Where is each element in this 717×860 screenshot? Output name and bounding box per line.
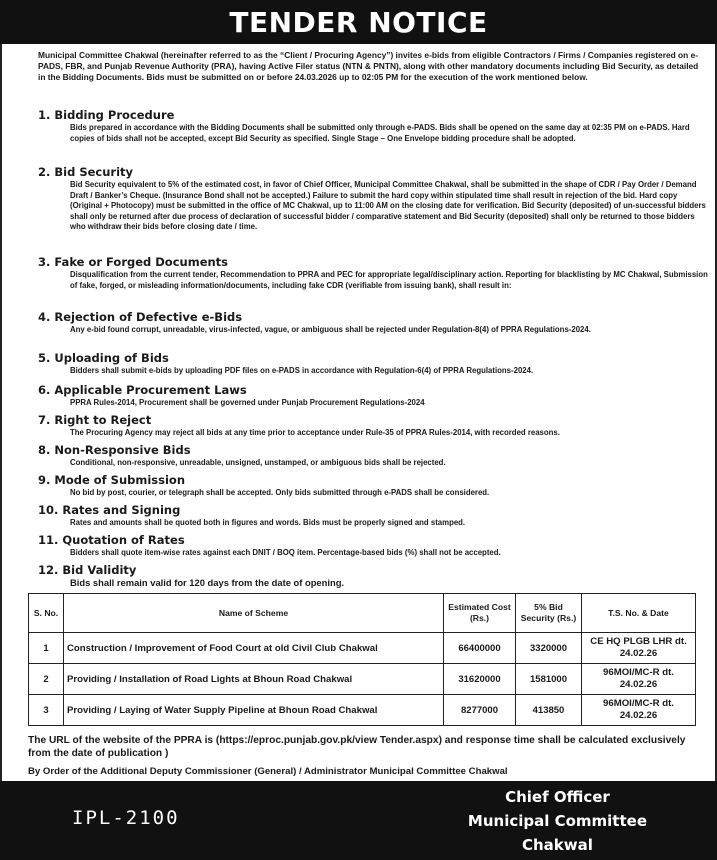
section-defective-ebids <box>38 310 708 336</box>
section-body: Bids prepared in accordance with the Bidding Documents shall be submitted only through e-PADS. Bids shall be opened on the same day at 02:35 PM on e-PADS. Hard copies of bids shall not be accepted, except Bid Security as specified. Single Stage – One Envelope bidding procedure shall be adopted. <box>70 123 690 143</box>
section-title: 4. Rejection of Defective e-Bids <box>38 310 243 324</box>
section-body: Disqualification from the current tender, Recommendation to PPRA and PEC for appropriate legal/disciplinary action. Reporting for blacklisting by MC Chakwal, Submission of fake, forged, or misleading information/documents, including fake CDR (verifiable from issuing bank), shall result in: <box>70 270 708 290</box>
section-title: 12. Bid Validity <box>38 563 137 577</box>
section-fake-documents <box>38 255 708 291</box>
signature-office: Municipal Committee <box>467 812 647 830</box>
section-title: 9. Mode of Submission <box>38 473 186 487</box>
section-body: The Procuring Agency may reject all bids at any time prior to acceptance under Rule-35 of PPRA Rules-2014, with recorded reasons. <box>70 428 560 437</box>
intro-paragraph: Municipal Committee Chakwal (hereinafter referred to as the “Client / Procuring Agency”) invites e-bids from eligible Contractors / Firms / Companies registered on e-PADS, FBR, and Punjab Revenue Authority (PRA), having Active Filer status (NTN & PNTN), along with other mandatory documents including Bid Security, as detailed in the Bidding Documents. Bids must be submitted on or before 24.03.2026 up to 02:05 PM for the execution of the work mentioned below. <box>38 50 699 82</box>
section-title: 2. Bid Security <box>38 165 134 179</box>
cell-cost: 66400000 <box>444 633 516 664</box>
section-bid-validity <box>38 563 708 589</box>
table-header-row <box>29 594 696 633</box>
header-estimated-cost: Estimated Cost (Rs.) <box>444 594 516 633</box>
section-title: 8. Non-Responsive Bids <box>38 443 191 457</box>
section-body: Bidders shall submit e-bids by uploading PDF files on e-PADS in accordance with Regulation-6(4) of PPRA Regulations-2024. <box>70 366 534 375</box>
cell-cost: 8277000 <box>444 695 516 726</box>
signature-block <box>468 785 647 857</box>
header-bid-security: 5% Bid Security (Rs.) <box>516 594 582 633</box>
cell-sno: 1 <box>29 633 64 664</box>
section-body: Bids shall remain valid for 120 days from the date of opening. <box>70 577 345 588</box>
section-title: 5. Uploading of Bids <box>38 351 169 365</box>
section-body: Rates and amounts shall be quoted both in figures and words. Bids must be properly signed and stamped. <box>70 518 466 527</box>
section-body: Bid Security equivalent to 5% of the estimated cost, in favor of Chief Officer, Municipal Committee Chakwal, shall be submitted in the shape of CDR / Pay Order / Demand Draft / Banker’s Cheque. (Insurance Bond shall not be accepted.) Failure to submit the hard copy within stipulated time shall result in rejection of the bid. Hard copy (Original + Photocopy) must be submitted in the office of MC Chakwal, up to 11:00 AM on the closing date for verification. Bid Security (deposited) of un-successful bidders shall only be returned after due process of declaration of successful bidder / comparative statement and Bid Security (deposited) shall only be returned to those bidders who withdraw their bids before closing date / time. <box>70 180 706 231</box>
section-bid-security <box>38 165 708 233</box>
cell-scheme-name: Construction / Improvement of Food Court at old Civil Club Chakwal <box>64 633 444 664</box>
cell-sno: 3 <box>29 695 64 726</box>
section-body: PPRA Rules-2014, Procurement shall be governed under Punjab Procurement Regulations-2024 <box>70 398 425 407</box>
section-title: 11. Quotation of Rates <box>38 533 185 547</box>
section-body: No bid by post, courier, or telegraph shall be accepted. Only bids submitted through e-PADS shall be considered. <box>70 488 490 497</box>
table-row <box>29 664 696 695</box>
header-scheme-name: Name of Scheme <box>64 594 444 633</box>
cell-security: 1581000 <box>516 664 582 695</box>
schemes-table <box>28 593 696 726</box>
section-title: 7. Right to Reject <box>38 413 152 427</box>
footer-bar <box>0 781 717 860</box>
ppra-url-note: The URL of the website of the PPRA is (https://eproc.punjab.gov.pk/view Tender.aspx) and response time shall be calculated exclusively from the date of publication ) <box>28 735 686 759</box>
section-title: 1. Bidding Procedure <box>38 108 175 122</box>
cell-scheme-name: Providing / Laying of Water Supply Pipeline at Bhoun Road Chakwal <box>64 695 444 726</box>
section-non-responsive <box>38 443 708 469</box>
section-body: Conditional, non-responsive, unreadable, unsigned, unstamped, or ambiguous bids shall be rejected. <box>70 458 446 467</box>
section-title: 10. Rates and Signing <box>38 503 181 517</box>
cell-security: 413850 <box>516 695 582 726</box>
table-row <box>29 633 696 664</box>
section-uploading <box>38 351 708 377</box>
section-procurement-laws <box>38 383 708 409</box>
header-sno: S. No. <box>29 594 64 633</box>
signature-city: Chakwal <box>522 836 593 854</box>
section-body: Any e-bid found corrupt, unreadable, virus-infected, vague, or ambiguous shall be rejected under Regulation-8(4) of PPRA Regulations-2024. <box>70 325 591 334</box>
section-bidding-procedure <box>38 108 708 144</box>
cell-ts: 96MOI/MC-R dt. 24.02.26 <box>582 664 696 695</box>
signature-title: Chief Officer <box>505 788 610 806</box>
page-title: TENDER NOTICE <box>0 0 717 44</box>
cell-ts: CE HQ PLGB LHR dt. 24.02.26 <box>582 633 696 664</box>
section-mode-of-submission <box>38 473 708 499</box>
section-quotation-of-rates <box>38 533 708 559</box>
order-line: By Order of the Additional Deputy Commissioner (General) / Administrator Municipal Committee Chakwal <box>28 766 508 777</box>
section-rates-signing <box>38 503 708 529</box>
section-body: Bidders shall quote item-wise rates against each DNIT / BOQ item. Percentage-based bids (%) shall not be accepted. <box>70 548 501 557</box>
section-title: 3. Fake or Forged Documents <box>38 255 229 269</box>
cell-security: 3320000 <box>516 633 582 664</box>
publication-code: IPL-2100 <box>72 807 180 829</box>
cell-scheme-name: Providing / Installation of Road Lights at Bhoun Road Chakwal <box>64 664 444 695</box>
cell-ts: 96MOI/MC-R dt. 24.02.26 <box>582 695 696 726</box>
section-right-to-reject <box>38 413 708 439</box>
table-row <box>29 695 696 726</box>
cell-sno: 2 <box>29 664 64 695</box>
cell-cost: 31620000 <box>444 664 516 695</box>
header-ts-date: T.S. No. & Date <box>582 594 696 633</box>
section-title: 6. Applicable Procurement Laws <box>38 383 247 397</box>
